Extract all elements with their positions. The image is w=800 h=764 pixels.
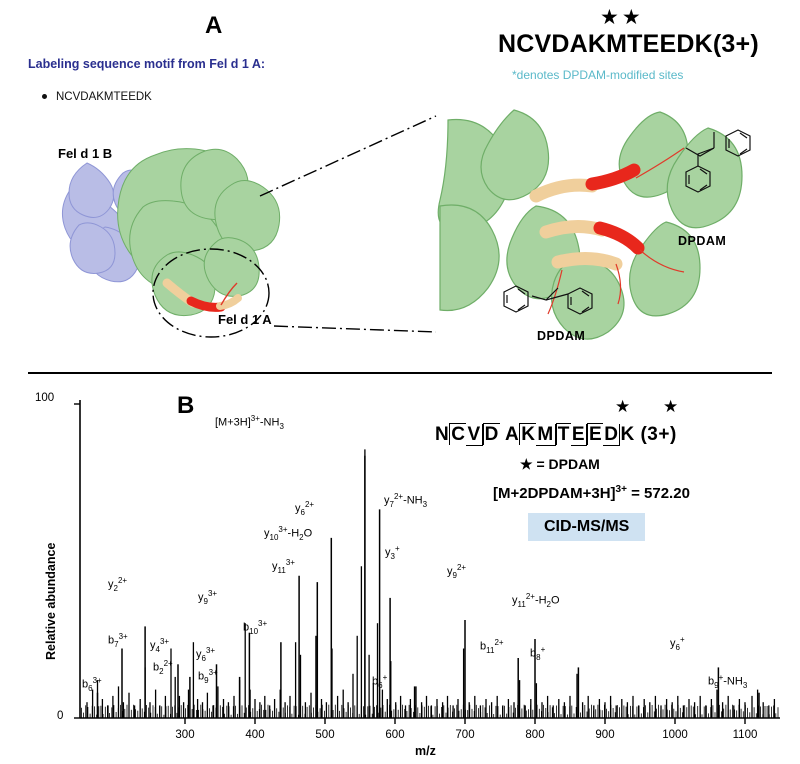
svg-text:900: 900 bbox=[595, 729, 615, 741]
svg-text:1100: 1100 bbox=[732, 729, 758, 741]
peak-label-precursor: $[M+3H]^{3+}-NH_3$ bbox=[215, 414, 284, 431]
peak-label-y9-2plus: $y_9^{2+}$ bbox=[447, 563, 467, 580]
svg-text:700: 700 bbox=[455, 729, 475, 741]
svg-text:400: 400 bbox=[245, 729, 265, 741]
peak-label-y6-2plus: $y_6^{2+}$ bbox=[295, 500, 315, 517]
y-tick-100: 100 bbox=[35, 392, 55, 404]
chain-a-label: Fel d 1 A bbox=[218, 312, 272, 327]
precursor-mass: [M+2DPDAM+3H]$^{3+}$ = 572.20 bbox=[493, 484, 690, 502]
peak-label-b8: $b_8^+$ bbox=[530, 645, 546, 662]
peak-label-b2-2plus: $b_2^{2+}$ bbox=[153, 659, 173, 676]
chain-b-label: Fel d 1 B bbox=[58, 146, 113, 161]
peak-label-y7-nh3: $y_7^{2+}-NH_3$ bbox=[384, 492, 428, 509]
peak-label-y11-2plus-h2o: $y_{11}^{2+}-H_2O$ bbox=[512, 592, 560, 609]
dpdam-note: *denotes DPDAM-modified sites bbox=[512, 68, 684, 82]
peptide-stars: ★★ bbox=[600, 6, 644, 29]
annotation-stars: ★ ★ bbox=[615, 397, 693, 416]
peak-label-y9-3plus: $y_9^{3+}$ bbox=[198, 589, 218, 606]
peak-label-b6-3plus: $b_6^{3+}$ bbox=[82, 676, 102, 693]
peak-label-b6-1plus: $b_6^+$ bbox=[372, 673, 388, 690]
zoom-leader-lines bbox=[238, 110, 458, 340]
peak-label-y6-3plus: $y_6^{3+}$ bbox=[196, 646, 216, 663]
protein-structure-zoom bbox=[440, 110, 770, 340]
dpdam-label-bottom: DPDAM bbox=[537, 329, 586, 343]
svg-text:800: 800 bbox=[525, 729, 545, 741]
peak-label-y10-h2o: $y_{10}^{3+}-H_2O$ bbox=[264, 525, 313, 542]
motif-sequence bbox=[42, 91, 152, 103]
y-tick-0: 0 bbox=[57, 710, 64, 722]
peak-label-b10-3plus: $b_{10}^{3+}$ bbox=[243, 619, 268, 636]
panel-label-a: A bbox=[205, 12, 223, 39]
peak-label-y3: $y_3^+$ bbox=[385, 544, 400, 561]
panel-divider bbox=[28, 372, 772, 374]
peak-label-y11-3plus: $y_{11}^{3+}$ bbox=[272, 558, 295, 575]
annotated-sequence: N C V D A K M T E E D K (3+) bbox=[435, 424, 677, 445]
peak-label-y6-1plus: $y_6^+$ bbox=[670, 635, 685, 652]
peak-label-b9-3plus: $b_9^{3+}$ bbox=[198, 668, 218, 685]
mass-spectrum-plot bbox=[52, 392, 792, 741]
peak-label-y2-2plus: $y_2^{2+}$ bbox=[108, 576, 128, 593]
peak-label-y4-3plus: $y_4^{3+}$ bbox=[150, 637, 170, 654]
peptide-header: NCVDAKMTEEDK(3+) bbox=[498, 30, 759, 58]
svg-text:600: 600 bbox=[385, 729, 405, 741]
svg-text:300: 300 bbox=[175, 729, 195, 741]
method-badge: CID-MS/MS bbox=[528, 513, 645, 541]
peak-label-b11-2plus: $b_{11}^{2+}$ bbox=[480, 638, 504, 655]
svg-text:1000: 1000 bbox=[662, 729, 688, 741]
panel-label-b: B bbox=[177, 392, 195, 419]
svg-text:500: 500 bbox=[315, 729, 335, 741]
motif-sequence-text: NCVDAKMTEEDK bbox=[56, 91, 152, 103]
y-axis-title: Relative abundance bbox=[44, 542, 58, 660]
bullet-dot bbox=[42, 94, 47, 99]
motif-title: Labeling sequence motif from Fel d 1 A: bbox=[28, 57, 266, 71]
dpdam-label-right: DPDAM bbox=[678, 234, 727, 248]
peak-label-b9-nh3: $b_9^+-NH_3$ bbox=[708, 673, 748, 690]
star-legend: ★ = DPDAM bbox=[520, 456, 600, 472]
x-axis-title: m/z bbox=[415, 744, 436, 758]
peak-label-b7-3plus: $b_7^{3+}$ bbox=[108, 632, 128, 649]
